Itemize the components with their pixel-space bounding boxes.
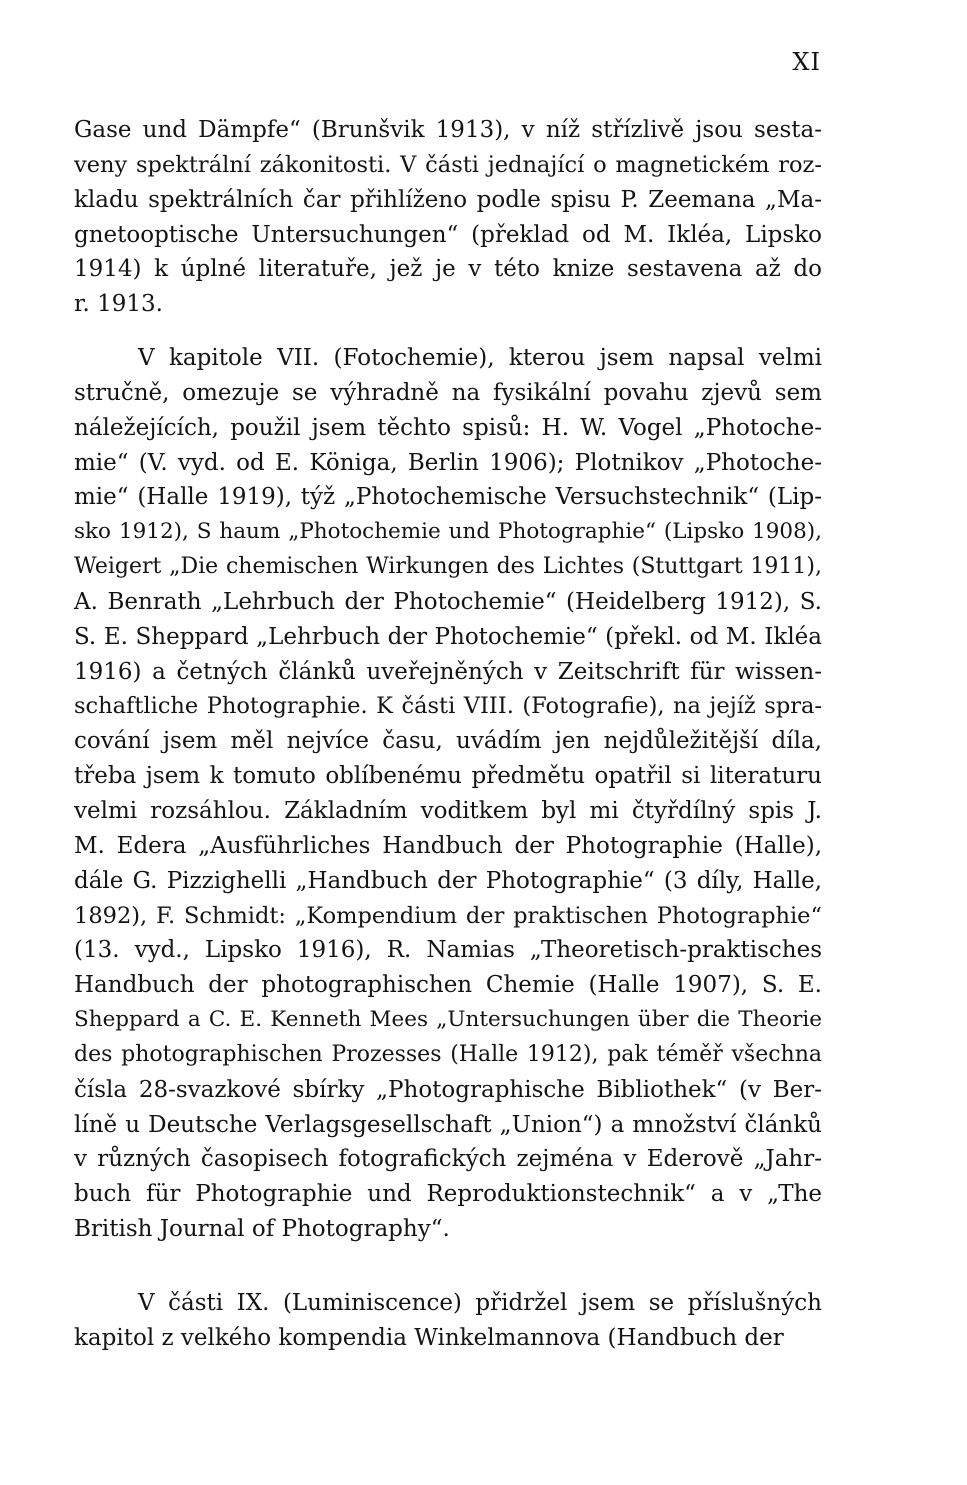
text-line: Sheppard a C. E. Kenneth Mees „Untersuchungen über die Theorie (74, 1007, 822, 1033)
text-line: dále G. Pizzighelli „Handbuch der Photographie“ (3 díly, Halle, (74, 867, 822, 894)
text-line: velmi rozsáhlou. Základním voditkem byl mi čtyřdílný spis J. (74, 797, 822, 824)
text-line: V části IX. (Luminiscence) přidržel jsem se příslušných (138, 1290, 822, 1316)
text-line: náležejících, použil jsem těchto spisů: H. W. Vogel „Photoche- (74, 414, 822, 441)
text-line: stručně, omezuje se výhradně na fysikální povahu zjevů sem (74, 379, 822, 406)
text-line: v různých časopisech fotografických zejména v Ederově „Jahr- (74, 1146, 822, 1173)
text-line: A. Benrath „Lehrbuch der Photochemie“ (Heidelberg 1912), S. (74, 588, 822, 615)
text-line: kapitol z velkého kompendia Winkelmannova (Handbuch der (74, 1324, 784, 1351)
text-line: M. Edera „Ausführliches Handbuch der Photographie (Halle), (74, 832, 822, 859)
page-number: XI (792, 48, 821, 76)
text-line: des photographischen Prozesses (Halle 1912), pak téměř všechna (74, 1041, 822, 1067)
text-line: Gase und Dämpfe“ (Brunšvik 1913), v níž střízlivě jsou sesta- (74, 117, 822, 143)
text-line: 1916) a četných článků uveřejněných v Zeitschrift für wissen- (74, 658, 822, 685)
text-line: třeba jsem k tomuto oblíbenému předmětu opatřil si literaturu (74, 763, 822, 790)
text-line: líně u Deutsche Verlagsgesellschaft „Union“) a množství článků (74, 1111, 822, 1138)
text-line: (13. vyd., Lipsko 1916), R. Namias „Theoretisch-praktisches (74, 937, 822, 964)
text-line: r. 1913. (74, 291, 163, 318)
text-line: čísla 28-svazkové sbírky „Photographische Bibliothek“ (v Ber- (74, 1076, 822, 1103)
text-line: veny spektrální zákonitosti. V části jednající o magnetickém roz- (74, 151, 822, 178)
text-line: British Journal of Photography“. (74, 1216, 450, 1243)
paragraph-1 (74, 113, 822, 322)
text-line: mie“ (V. vyd. od E. Königa, Berlin 1906); Plotnikov „Photoche- (74, 449, 822, 476)
text-line: 1914) k úplné literatuře, jež je v této knize sestavena až do (74, 256, 822, 283)
text-line: Handbuch der photographischen Chemie (Halle 1907), S. E. (74, 972, 822, 999)
text-line: Weigert „Die chemischen Wirkungen des Lichtes (Stuttgart 1911), (74, 554, 822, 580)
text-line: sko 1912), S haum „Photochemie und Photographie“ (Lipsko 1908), (74, 519, 822, 545)
text-line: buch für Photographie und Reproduktionstechnik“ a v „The (74, 1181, 822, 1208)
paragraph-2 (74, 341, 822, 1247)
text-line: kladu spektrálních čar přihlíženo podle spisu P. Zeemana „Ma- (74, 186, 822, 213)
text-line: mie“ (Halle 1919), týž „Photochemische Versuchstechnik“ (Lip- (74, 484, 822, 511)
text-line: schaftliche Photographie. K části VIII. (Fotografie), na jejíž spra- (74, 693, 822, 720)
paragraph-3 (74, 1286, 822, 1356)
text-line: cování jsem měl nejvíce času, uvádím jen nejdůležitější díla, (74, 728, 822, 755)
text-line: gnetooptische Untersuchungen“ (překlad od M. Ikléa, Lipsko (74, 221, 822, 248)
text-line: S. E. Sheppard „Lehrbuch der Photochemie“ (překl. od M. Ikléa (74, 623, 822, 650)
text-line: V kapitole VII. (Fotochemie), kterou jsem napsal velmi (138, 345, 822, 371)
text-line: 1892), F. Schmidt: „Kompendium der praktischen Photographie“ (74, 902, 822, 929)
